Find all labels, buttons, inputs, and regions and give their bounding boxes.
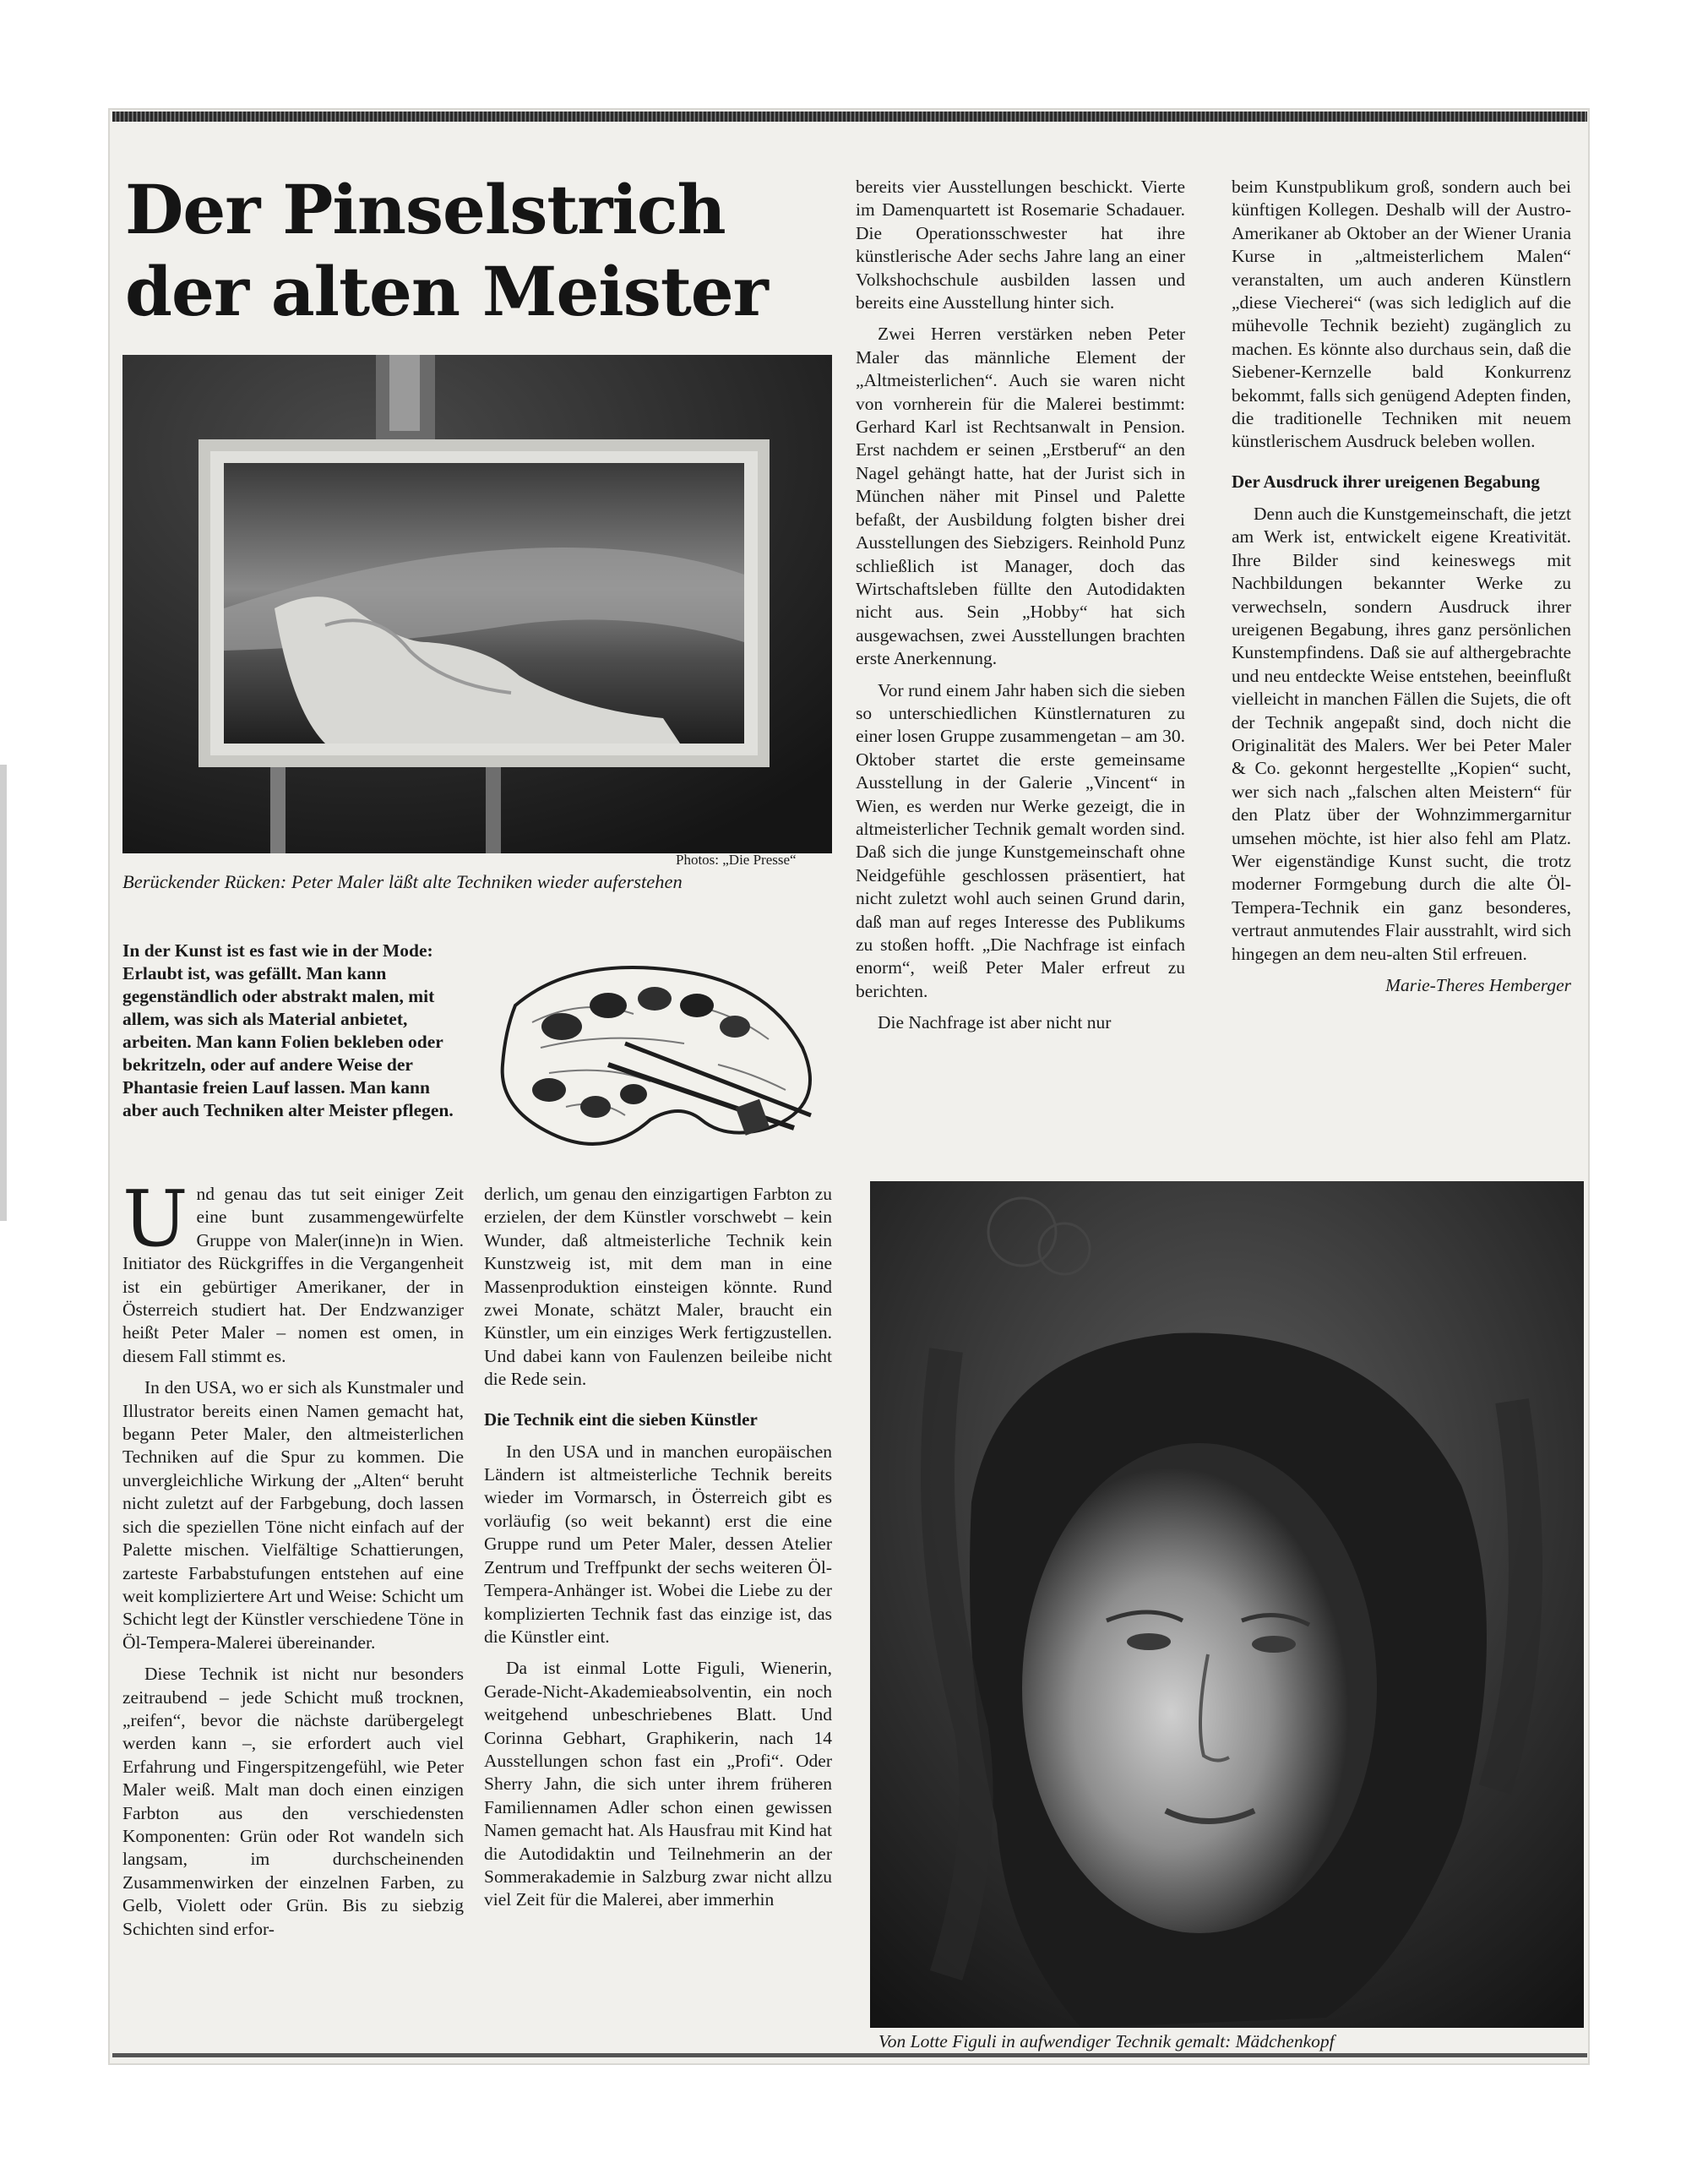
column-4-paragraph-1: beim Kunstpublikum groß, sondern auch bei künftigen Kollegen. Deshalb will der Austro-Amerikaner ab Oktober an der Wiener Urania Kurse in „altmeisterlichem Malen“ veranstalten, um auch anderen Künstlern „diese Viecherei“ (was sich lediglich auf die mühevolle Technik bezieht) zugänglich zu machen. Es könnte also durchaus sein, daß die Siebener-Kernzelle bald Konkurrenz bekommt, falls sich genügend Adepten finden, die traditionelle Techniken mit neuem künstlerischem Ausdruck beleben wollen. xyxy=(1232,177,1571,452)
column-1 xyxy=(122,1174,464,1949)
scan-edge-mark xyxy=(0,765,7,1221)
article-lead: In der Kunst ist es fast wie in der Mode: Erlaubt ist, was gefällt. Man kann gegenständlich oder abstrakt malen, mit allem, was sich als Material anbietet, arbeiten. Man kann Folien bekleben oder bekritzeln, oder auf andere Weise der Phantasie freien Lauf lassen. Man kann aber auch Techniken alter Meister pflegen. xyxy=(122,940,454,1120)
column-1-paragraph-1: Und genau das tut seit einiger Zeit eine bunt zusammengewürfelte Gruppe von Maler(inne)n in Wien. Initiator des Rückgriffes in die Vergangenheit ist ein gebürtiger Amerikaner, der in Österreich studiert hat. Der Endzwanziger heißt Peter Maler – nomen est omen, in diesem Fall stimmt es. xyxy=(122,1174,464,1366)
column-3-paragraph-3: Vor rund einem Jahr haben sich die sieben so unterschiedlichen Künstlernaturen zu einer losen Gruppe zusammengetan – am 30. Oktober startet die erste gemeinsame Ausstellung in der Galerie „Vincent“ in Wien, es werden nur Werke gezeigt, die in altmeisterlicher Technik gemalt worden sind. Daß sich die junge Kunstgemeinschaft ohne Neidgefühle geschlossen präsentiert, hat nicht zuletzt wohl auch seinen Grund darin, daß man auf reges Interesse des Publikums zu stoßen hofft. „Die Nachfrage ist einfach enorm“, weiß Peter Maler erfreut zu berichten. xyxy=(856,679,1185,1001)
portrait-painting-photo xyxy=(870,1181,1584,2028)
column-3 xyxy=(856,176,1185,1043)
column-2-paragraph-2: In den USA und in manchen europäischen Ländern ist altmeisterliche Technik bereits wieder im Vormarsch, in Österreich gibt es vorläufig (so weit bekannt) erst die eine Gruppe rund um Peter Maler, dessen Atelier Zentrum und Treffpunkt der sechs weiteren Öl-Tempera-Anhänger ist. Wobei die Liebe zu der komplizierten Technik fast das einzige ist, das die Künstler eint. xyxy=(484,1441,832,1647)
column-4 xyxy=(1232,176,1571,1005)
top-photo-caption: Berückender Rücken: Peter Maler läßt alte Techniken wieder auferstehen xyxy=(122,871,683,892)
column-3-paragraph-4: Die Nachfrage ist aber nicht nur xyxy=(878,1012,1112,1033)
bottom-rule xyxy=(112,2053,1587,2057)
top-rule xyxy=(112,112,1587,122)
photo-credit: Photos: „Die Presse“ xyxy=(676,852,797,868)
portrait-caption: Von Lotte Figuli in aufwendiger Technik gemalt: Mädchenkopf xyxy=(878,2031,1335,2051)
column-3-paragraph-1: bereits vier Ausstellungen beschickt. Vierte im Damenquartett ist Rosemarie Schadauer. Die Operationsschwester hat ihre künstlerische Ader sechs Jahre lang an einer Volkshochschule ausbilden lassen und bereits eine Ausstellung hinter sich. xyxy=(856,177,1185,313)
column-1-paragraph-3: Diese Technik ist nicht nur besonders zeitraubend – jede Schicht muß trocknen, „reifen“, bevor die nächste darübergelegt werden kann –, sie erfordert auch viel Erfahrung und Fingerspitzengefühl, wie Peter Maler weiß. Malt man doch einen einzigen Farbton aus den verschiedensten Komponenten: Grün oder Rot wandeln sich langsam, im durchscheinenden Zusammenwirken der einzelnen Farben, zu Gelb, Violett oder Grün. Bis zu siebzig Schichten sind erfor- xyxy=(122,1664,464,1939)
drop-cap: U xyxy=(122,1174,188,1264)
easel-painting-photo xyxy=(122,355,832,853)
column-4-paragraph-2: Denn auch die Kunstgemeinschaft, die jetzt am Werk ist, entwickelt eigene Kreativität. Ihre Bilder sind keineswegs mit Nachbildungen bekannter Werke zu verwechseln, sondern Ausdruck ihrer ureigenen Begabung, ihres ganz persönlichen Kunstempfindens. Daß sie auf althergebrachte und neu entdeckte Weise entstehen, beeinflußt vielleicht in manchen Fällen die Sujets, die oft der Technik angepaßt sind, doch nicht die Originalität des Malers. Wer bei Peter Maler & Co. gekonnt hergestellte „Kopien“ sucht, wer sich nach „falschen alten Meistern“ für den Platz über der Wohnzimmergarnitur umsehen möchte, ist hier also fehl am Platz. Wer eigenständige Kunst sucht, die trotz moderner Formgebung durch die alte Öl-Tempera-Technik ein ganz besonderes, vertraut anmutendes Flair ausstrahlt, wird sich hingegen an dem neu-alten Stil erfreuen. xyxy=(1232,503,1571,964)
column-3-paragraph-2: Zwei Herren verstärken neben Peter Maler das männliche Element der „Altmeisterlichen“. Auch sie waren nicht von vornherein für die Malerei bestimmt: Gerhard Karl ist Rechtsanwalt in Pension. Erst nachdem er seinen „Erstberuf“ an den Nagel gehängt hatte, hat der Jurist sich in München näher mit Pinsel und Palette befaßt, der Ausbildung folgten bisher drei Ausstellungen des Siebzigers. Reinhold Punz schließlich ist Manager, doch das Wirtschaftsleben füllte den Autodidakten nicht aus. Sein „Hobby“ hat sich ausgewachsen, zwei Ausstellungen brachten erste Anerkennung. xyxy=(856,324,1185,669)
column-2-paragraph-3: Da ist einmal Lotte Figuli, Wienerin, Gerade-Nicht-Akademieabsolventin, ein noch weitgehend unbeschriebenes Blatt. Und Corinna Gebhart, Graphikerin, nach 14 Ausstellungen schon fast ein „Profi“. Oder Sherry Jahn, die sich unter ihrem früheren Familiennamen Adler schon einen gewissen Namen gemacht hat. Als Hausfrau mit Kind hat die Autodidaktin und Teilnehmerin an der Sommerakademie in Salzburg zwar nicht allzu viel Zeit für die Malerei, aber immerhin xyxy=(484,1658,832,1910)
subheading-technik: Die Technik eint die sieben Künstler xyxy=(484,1408,758,1430)
column-2 xyxy=(484,1183,832,1921)
author-byline: Marie-Theres Hemberger xyxy=(1385,975,1571,995)
article-headline: Der Pinselstrich der alten Meister xyxy=(125,170,768,331)
column-1-paragraph-2: In den USA, wo er sich als Kunstmaler und Illustrator bereits einen Namen gemacht hat, begann Peter Maler, den altmeisterlichen Techniken auf die Spur zu kommen. Die unvergleichliche Wirkung der „Alten“ beruht nicht zuletzt auf der Farbgebung, doch lassen sich die speziellen Töne nicht einfach auf der Palette mischen. Vielfältige Schattierungen, zarteste Farbabstufungen entstehen auf eine weit kompliziertere Art und Weise: Schicht um Schicht legt der Künstler verschiedene Töne in Öl-Tempera-Malerei übereinander. xyxy=(122,1377,464,1653)
column-2-paragraph-1: derlich, um genau den einzigartigen Farbton zu erzielen, der dem Künstler vorschwebt – kein Wunder, daß altmeisterliche Technik kein Kunstzweig ist, mit dem man in eine Massenproduktion einsteigen könnte. Rund zwei Monate, schätzt Maler, braucht ein Künstler, um ein einziges Werk fertigzustellen. Und dabei kann von Faulenzen beileibe nicht die Rede sein. xyxy=(484,1184,832,1390)
palette-illustration xyxy=(481,946,836,1166)
subheading-ausdruck: Der Ausdruck ihrer ureigenen Begabung xyxy=(1232,471,1540,492)
